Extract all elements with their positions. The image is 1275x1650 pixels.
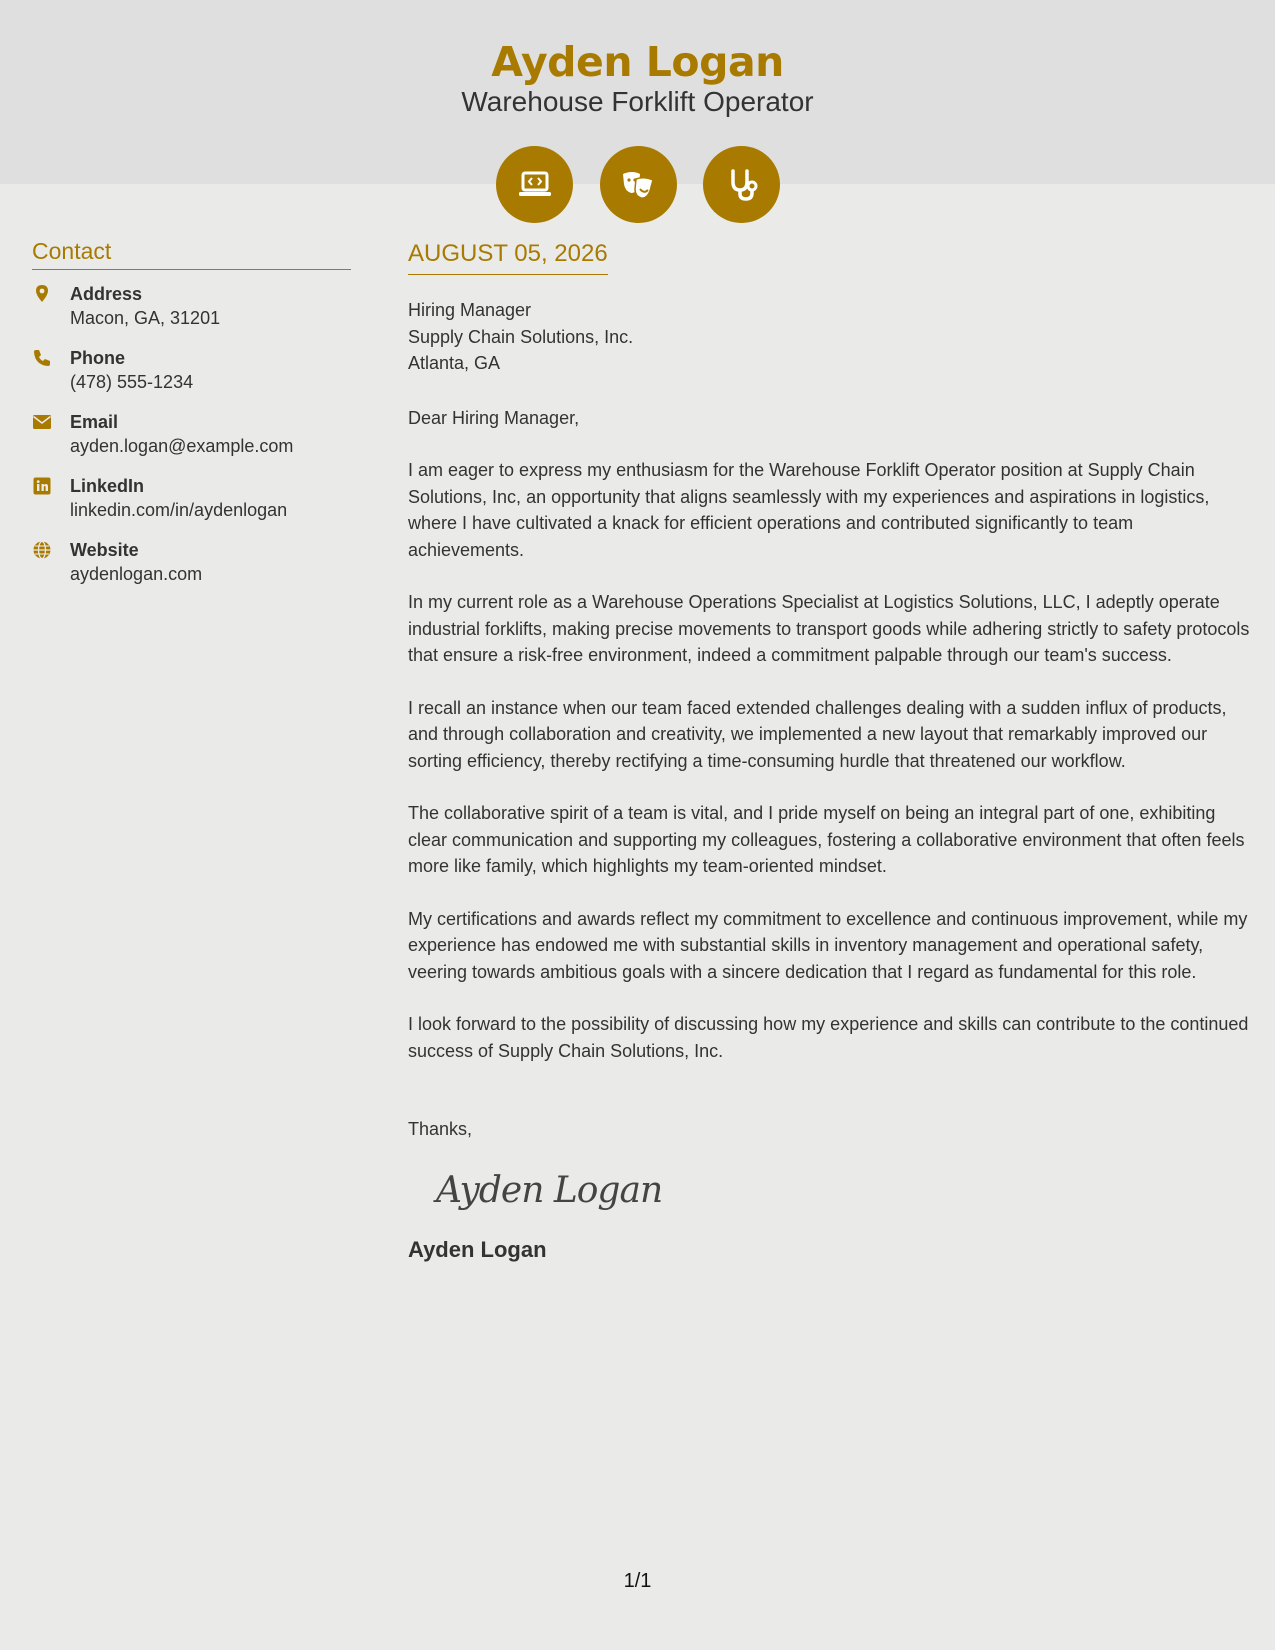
letter-paragraph: The collaborative spirit of a team is vital, and I pride myself on being an integral part of one, exhibiting clear communication and supporting my colleagues, fostering a collaborative environment that often feels more like family, which highlights my team-oriented mindset. bbox=[408, 803, 1245, 876]
envelope-icon bbox=[32, 410, 70, 458]
letter-paragraph: I recall an instance when our team faced extended challenges dealing with a sudden influx of products, and through collaboration and creativity, we implemented a new layout that remarkably improved our sorting efficiency, thereby rectifying a time-consuming hurdle that threatened our workflow. bbox=[408, 697, 1227, 771]
recipient-line: Hiring Manager bbox=[408, 300, 532, 320]
contact-heading: Contact bbox=[32, 238, 351, 270]
laptop-code-icon bbox=[496, 146, 573, 223]
contact-website bbox=[32, 538, 351, 586]
salutation: Dear Hiring Manager, bbox=[408, 407, 580, 428]
interest-icons bbox=[496, 146, 780, 223]
website-value: aydenlogan.com bbox=[70, 564, 203, 584]
contact-address bbox=[32, 282, 351, 330]
letter-date: AUGUST 05, 2026 bbox=[408, 240, 608, 267]
letter-paragraph: I look forward to the possibility of discussing how my experience and skills can contribute to the continued success of Supply Chain Solutions, Inc. bbox=[408, 1014, 1249, 1061]
letter-paragraph: My certifications and awards reflect my commitment to excellence and continuous improvement, while my experience has endowed me with substantial skills in inventory management and operational safety, veering towards ambitious goals with a sincere dedication that I regard as fundamental for this role. bbox=[408, 908, 1248, 982]
date-block bbox=[408, 240, 608, 275]
letter-paragraph: In my current role as a Warehouse Operations Specialist at Logistics Solutions, LLC, I adeptly operate industrial forklifts, making precise movements to transport goods while adhering strictly to safety protocols that ensure a risk-free environment, indeed a commitment palpable through our team's success. bbox=[408, 592, 1250, 665]
recipient-block bbox=[408, 297, 1253, 377]
letter-paragraph: I am eager to express my enthusiasm for the Warehouse Forklift Operator position at Supply Chain Solutions, Inc, an opportunity that aligns seamlessly with my experiences and aspirations in logistics, where I have cultivated a knack for efficient operations and contributed significantly to team achievements. bbox=[408, 460, 1210, 560]
recipient-line: Supply Chain Solutions, Inc. bbox=[408, 326, 634, 347]
job-title: Warehouse Forklift Operator bbox=[461, 86, 814, 117]
globe-icon bbox=[32, 538, 70, 586]
contact-phone bbox=[32, 346, 351, 394]
phone-label: Phone bbox=[70, 348, 126, 368]
closing: Thanks, bbox=[408, 1119, 473, 1139]
page-number: 1/1 bbox=[623, 1570, 652, 1592]
email-label: Email bbox=[70, 412, 119, 432]
handwritten-signature: Ayden Logan bbox=[436, 1170, 663, 1211]
linkedin-icon bbox=[32, 474, 70, 522]
linkedin-label: LinkedIn bbox=[70, 476, 145, 496]
address-label: Address bbox=[70, 284, 143, 304]
address-value: Macon, GA, 31201 bbox=[70, 308, 221, 328]
applicant-name: Ayden Logan bbox=[491, 38, 784, 86]
contact-linkedin bbox=[32, 474, 351, 522]
contact-email bbox=[32, 410, 351, 458]
phone-icon bbox=[32, 346, 70, 394]
map-pin-icon bbox=[32, 282, 70, 330]
recipient-line: Atlanta, GA bbox=[408, 353, 501, 373]
contact-sidebar bbox=[32, 238, 351, 602]
theater-masks-icon bbox=[600, 146, 677, 223]
linkedin-value: linkedin.com/in/aydenlogan bbox=[70, 500, 288, 520]
website-label: Website bbox=[70, 540, 139, 560]
phone-value: (478) 555-1234 bbox=[70, 372, 194, 392]
contact-list bbox=[32, 282, 351, 586]
letter-body bbox=[408, 240, 1253, 1263]
email-value: ayden.logan@example.com bbox=[70, 436, 294, 456]
signed-name: Ayden Logan bbox=[408, 1237, 547, 1262]
stethoscope-icon bbox=[703, 146, 780, 223]
